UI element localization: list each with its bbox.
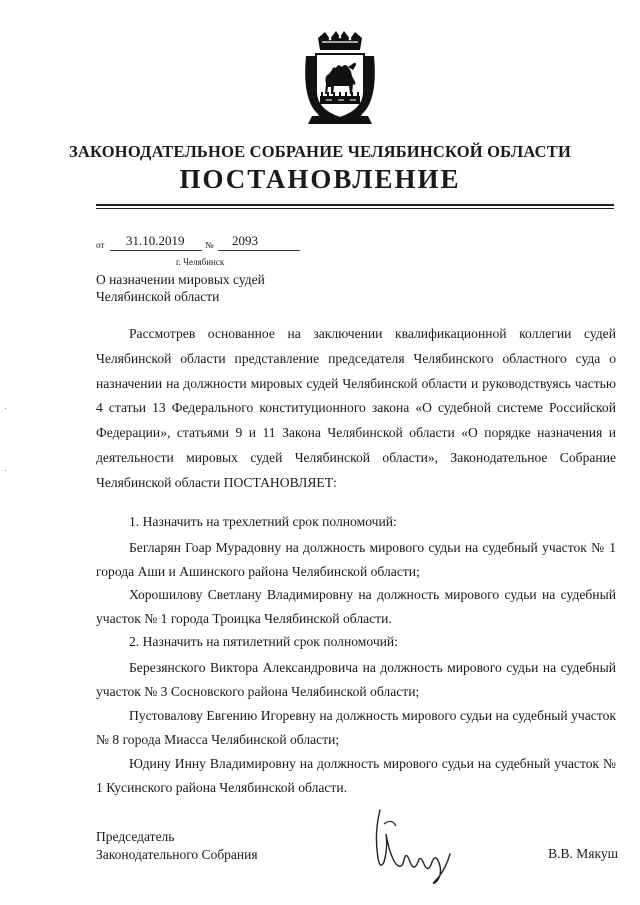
header-rule-thick xyxy=(96,204,614,206)
organization-heading: ЗАКОНОДАТЕЛЬНОЕ СОБРАНИЕ ЧЕЛЯБИНСКОЙ ОБЛАСТИ xyxy=(68,142,572,161)
scan-mark xyxy=(5,408,6,409)
subject-line-1: О назначении мировых судей xyxy=(96,272,265,287)
document-number: 2093 xyxy=(232,233,258,248)
city-label: г. Челябинск xyxy=(176,257,225,267)
coat-of-arms-emblem xyxy=(298,30,382,132)
subject-line-2: Челябинской области xyxy=(96,289,220,304)
appointment-paragraph: Бегларян Гоар Мурадовну на должность мирового судьи на судебный участок № 1 города Аши и Ашинского района Челябинской области; xyxy=(96,540,616,579)
document-date: 31.10.2019 xyxy=(126,233,185,248)
document-type-title: ПОСТАНОВЛЕНИЕ xyxy=(179,164,461,194)
signatory-title-line-2: Законодательного Собрания xyxy=(96,847,258,862)
document-subject xyxy=(96,271,336,305)
item-2-heading: 2. Назначить на пятилетний срок полномочий: xyxy=(129,634,398,649)
appointment-paragraph: Пустовалову Евгению Игоревну на должность мирового судьи на судебный участок № 8 города Миасса Челябинской области; xyxy=(96,708,616,747)
appointment-paragraph: Юдину Инну Владимировну на должность мирового судьи на судебный участок № 1 Кусинского района Челябинской области. xyxy=(96,756,616,795)
appointment-paragraph: Березянского Виктора Александровича на должность мирового судьи на судебный участок № 3 Сосновского района Челябинской области; xyxy=(96,660,616,699)
appointment-paragraph: Хорошилову Светлану Владимировну на должность мирового судьи на судебный участок № 1 города Троицка Челябинской области. xyxy=(96,587,616,626)
signatory-name: В.В. Мякуш xyxy=(548,846,618,861)
scan-mark xyxy=(5,470,6,471)
signatory-title xyxy=(96,828,258,864)
date-underline xyxy=(110,250,202,251)
item-1-heading: 1. Назначить на трехлетний срок полномочий: xyxy=(129,514,397,529)
signatory-title-line-1: Председатель xyxy=(96,829,175,844)
number-label: № xyxy=(205,240,214,250)
header-rule-thin xyxy=(96,208,614,209)
handwritten-signature xyxy=(366,804,470,886)
from-label: от xyxy=(96,240,105,250)
preamble-paragraph: Рассмотрев основанное на заключении квалификационной коллегии судей Челябинской области представление председателя Челябинского областного суда о назначении на должности мировых судей Челябинской области и руководствуясь частью 4 статьи 13 Федерального конституционного закона «О судебной системе Российской Федерации», статьями 9 и 11 Закона Челябинской области «О порядке назначения и деятельности мировых судей Челябинской области», Законодательное Собрание Челябинской области ПОСТАНОВЛЯЕТ: xyxy=(96,326,616,490)
number-underline xyxy=(218,250,300,251)
